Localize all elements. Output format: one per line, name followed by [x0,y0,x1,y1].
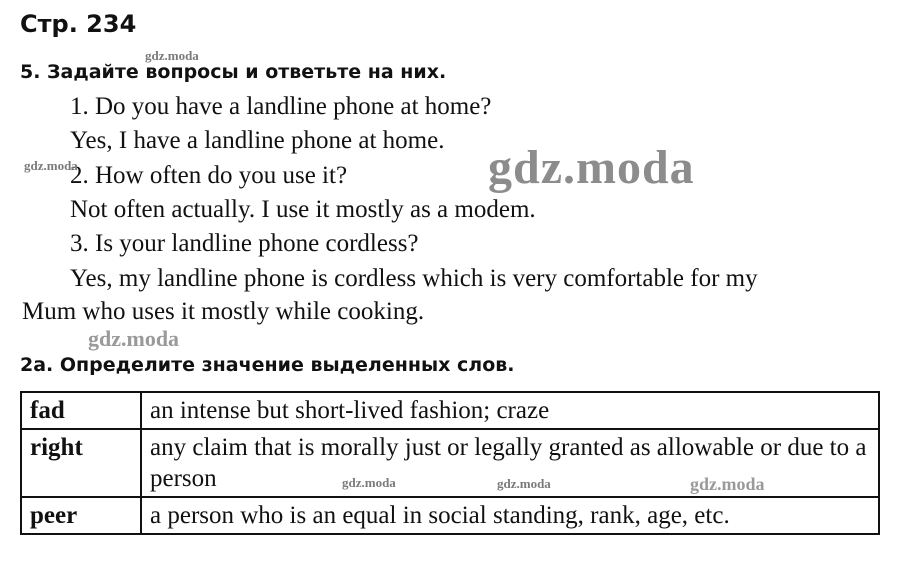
term-cell: right [21,429,141,497]
watermark: gdz.moda [690,474,765,494]
task-5-heading: 5. Задайте вопросы и ответьте на них. [20,61,447,83]
watermark: gdz.moda [88,326,180,351]
question-1: 1. Do you have a landline phone at home? [70,93,492,120]
definition-cell: any claim that is morally just or legally granted as allowable or due to a person [141,429,879,497]
watermark: gdz.moda [488,141,695,194]
term-cell: peer [21,497,141,534]
definition-cell: a person who is an equal in social standing, rank, age, etc. [141,497,879,534]
question-3: 3. Is your landline phone cordless? [70,230,419,257]
table-row [21,497,879,534]
vocabulary-table [20,391,880,535]
answer-3-line-2: Mum who uses it mostly while cooking. [22,298,425,325]
watermark: gdz.moda [497,476,551,491]
term-cell: fad [21,392,141,429]
table-row [21,392,879,429]
question-2: 2. How often do you use it? [70,162,348,189]
watermark: gdz.moda [342,475,396,490]
answer-3-line-1: Yes, my landline phone is cordless which is very comfortable for my [70,265,758,292]
watermark: gdz.moda [145,48,199,63]
watermark: gdz.moda [24,158,78,173]
task-2a-heading: 2а. Определите значение выделенных слов. [20,354,515,376]
answer-1: Yes, I have a landline phone at home. [70,127,445,154]
answer-2: Not often actually. I use it mostly as a modem. [70,196,536,223]
page-title: Стр. 234 [20,10,137,38]
definition-cell: an intense but short-lived fashion; craze [141,392,879,429]
